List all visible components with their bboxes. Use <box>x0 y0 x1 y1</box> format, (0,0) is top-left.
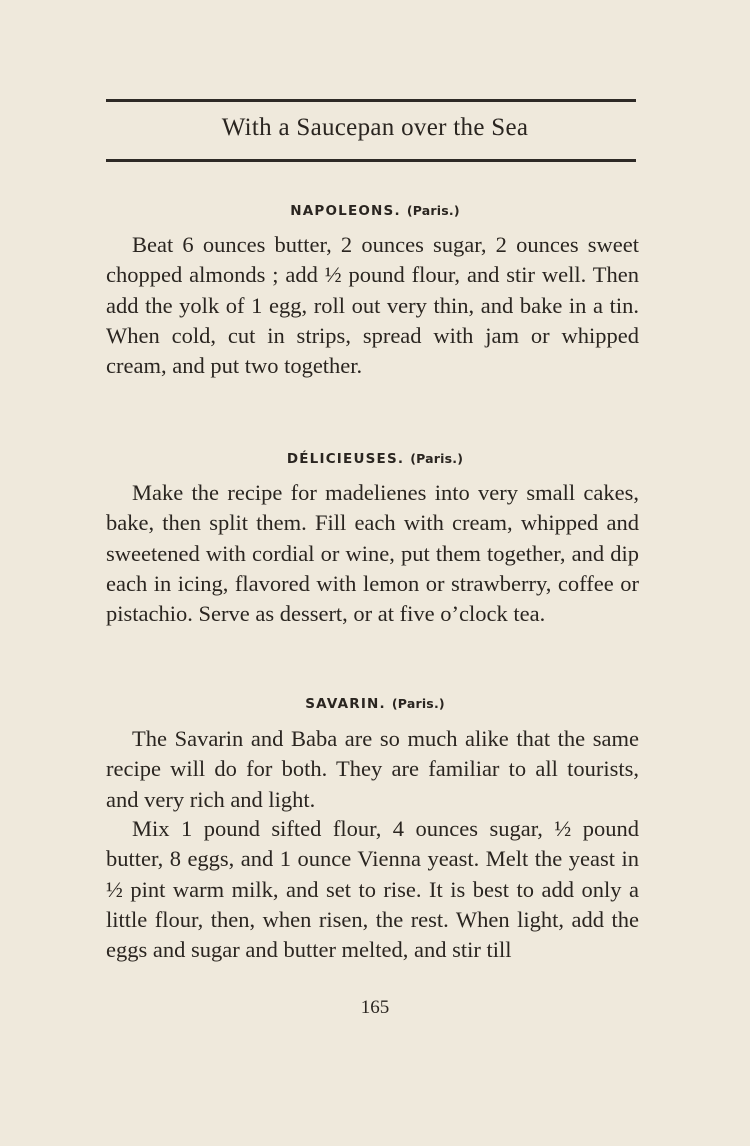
header-rule-bottom <box>106 159 636 162</box>
recipe-paragraph: Mix 1 pound sifted flour, 4 ounces sugar, ½ pound butter, 8 eggs, and 1 ounce Vienna yeast. Melt the yeast in ½ pint warm milk, and set to rise. It is best to add only a little flour, then, when risen, the rest. When light, add the eggs and sugar and butter melted, and stir till <box>106 816 639 963</box>
recipe-place: (Paris.) <box>391 696 445 711</box>
recipe-paragraph: The Savarin and Baba are so much alike that the same recipe will do for both. They are familiar to all tourists, and very rich and light. <box>106 726 639 812</box>
recipe-paragraph: Make the recipe for madelienes into very small cakes, bake, then split them. Fill each with cream, whipped and sweetened with cordial or wine, put them together, and dip each in icing, flavored with lemon or strawberry, coffee or pistachio. Serve as dessert, or at five o’clock tea. <box>106 480 639 627</box>
recipe-title: NAPOLEONS. <box>290 203 401 219</box>
running-head: With a Saucepan over the Sea <box>221 114 529 141</box>
recipe-heading-delicieuses <box>0 451 750 467</box>
recipe-place: (Paris.) <box>406 203 460 218</box>
recipe-heading-savarin <box>0 696 750 712</box>
recipe-place: (Paris.) <box>410 451 464 466</box>
recipe-heading-napoleons <box>0 203 750 219</box>
recipe-paragraph: Beat 6 ounces butter, 2 ounces sugar, 2 ounces sweet chopped almonds ; add ½ pound flour, and stir well. Then add the yolk of 1 egg, roll out very thin, and bake in a tin. When cold, cut in strips, spread with jam or whipped cream, and put two together. <box>106 232 639 379</box>
recipe-title: DÉLICIEUSES. <box>286 451 405 467</box>
header-rule-top <box>106 99 636 102</box>
recipe-title: SAVARIN. <box>305 696 386 712</box>
page-number: 165 <box>360 997 390 1018</box>
